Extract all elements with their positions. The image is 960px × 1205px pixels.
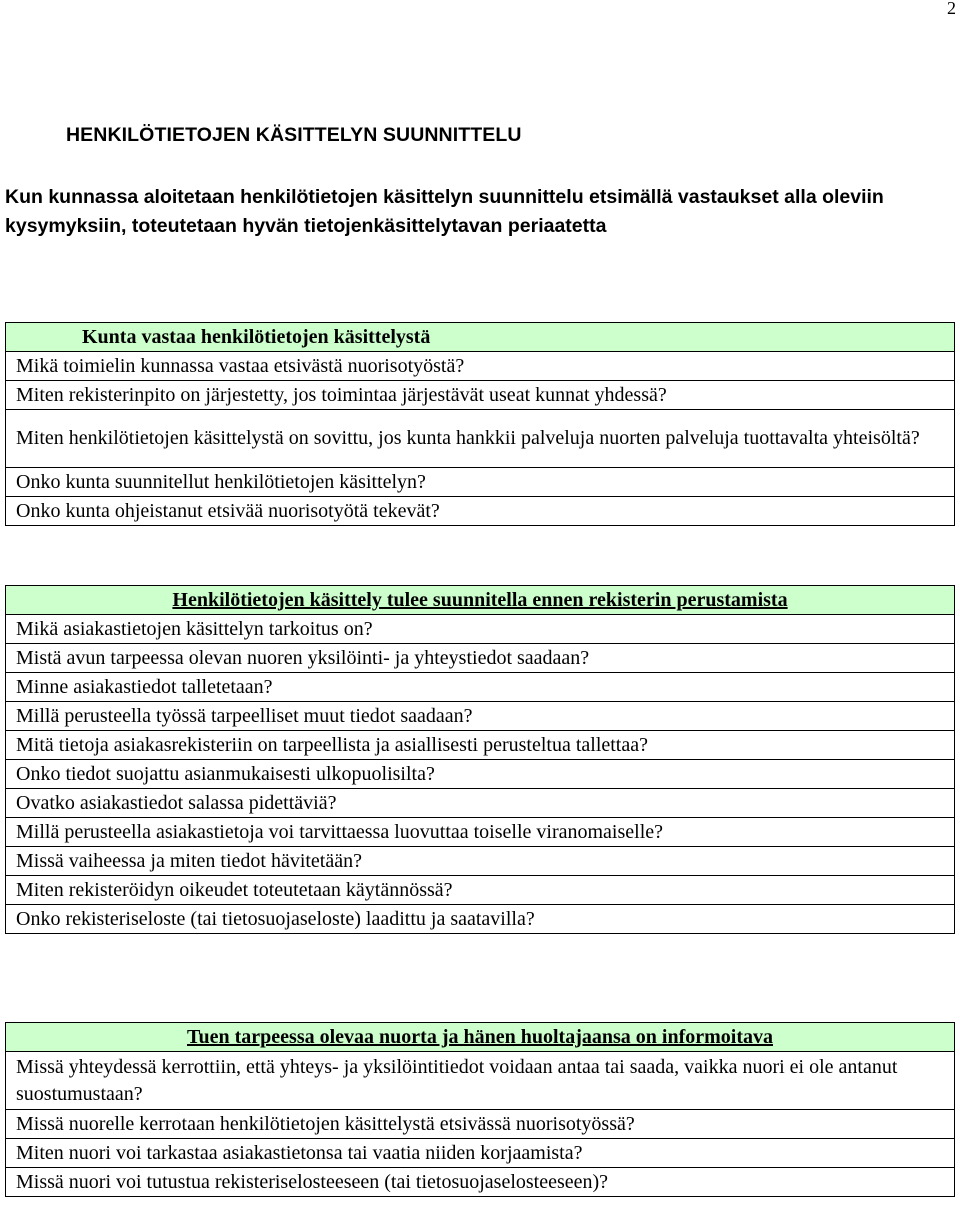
question-row: Onko rekisteriseloste (tai tietosuojaseloste) laadittu ja saatavilla? [6, 905, 955, 934]
section-table-controller [5, 322, 955, 526]
question-row: Mikä toimielin kunnassa vastaa etsivästä nuorisotyöstä? [6, 352, 955, 381]
question-row: Millä perusteella asiakastietoja voi tarvittaessa luovuttaa toiselle viranomaiselle? [6, 818, 955, 847]
question-row: Missä nuorelle kerrotaan henkilötietojen käsittelystä etsivässä nuorisotyössä? [6, 1110, 955, 1139]
question-row: Miten nuori voi tarkastaa asiakastietonsa tai vaatia niiden korjaamista? [6, 1139, 955, 1168]
intro-paragraph: Kun kunnassa aloitetaan henkilötietojen käsittelyn suunnittelu etsimällä vastaukset alla oleviin kysymyksiin, toteutetaan hyvän tietojenkäsittelytavan periaatetta [5, 186, 884, 237]
question-row: Miten rekisterinpito on järjestetty, jos toimintaa järjestävät useat kunnat yhdessä? [6, 381, 955, 410]
section-table-informing [5, 1022, 955, 1197]
question-row: Ovatko asiakastiedot salassa pidettäviä? [6, 789, 955, 818]
question-row: Onko kunta suunnitellut henkilötietojen käsittelyn? [6, 468, 955, 497]
question-row: Mitä tietoja asiakasrekisteriin on tarpeellista ja asiallisesti perusteltua tallettaa? [6, 731, 955, 760]
question-row: Onko tiedot suojattu asianmukaisesti ulkopuolisilta? [6, 760, 955, 789]
question-row: Onko kunta ohjeistanut etsivää nuorisotyötä tekevät? [6, 497, 955, 526]
document-title: HENKILÖTIETOJEN KÄSITTELYN SUUNNITTELU [66, 124, 522, 146]
question-row: Missä nuori voi tutustua rekisteriselosteeseen (tai tietosuojaselosteeseen)? [6, 1168, 955, 1197]
section-heading: Tuen tarpeessa olevaa nuorta ja hänen huoltajaansa on informoitava [6, 1023, 955, 1052]
question-row: Missä vaiheessa ja miten tiedot hävitetään? [6, 847, 955, 876]
page-number: 2 [947, 0, 956, 18]
question-row: Missä yhteydessä kerrottiin, että yhteys- ja yksilöintitiedot voidaan antaa tai saada, vaikka nuori ei ole antanut suostumustaan? [6, 1052, 955, 1110]
question-row: Millä perusteella työssä tarpeelliset muut tiedot saadaan? [6, 702, 955, 731]
question-row: Mistä avun tarpeessa olevan nuoren yksilöinti- ja yhteystiedot saadaan? [6, 644, 955, 673]
question-row: Mikä asiakastietojen käsittelyn tarkoitus on? [6, 615, 955, 644]
section-table-planning [5, 585, 955, 934]
section-heading: Kunta vastaa henkilötietojen käsittelystä [6, 323, 955, 352]
question-row: Minne asiakastiedot talletetaan? [6, 673, 955, 702]
question-row: Miten rekisteröidyn oikeudet toteutetaan käytännössä? [6, 876, 955, 905]
question-row: Miten henkilötietojen käsittelystä on sovittu, jos kunta hankkii palveluja nuorten palveluja tuottavalta yhteisöltä? [6, 410, 955, 468]
section-heading: Henkilötietojen käsittely tulee suunnitella ennen rekisterin perustamista [6, 586, 955, 615]
